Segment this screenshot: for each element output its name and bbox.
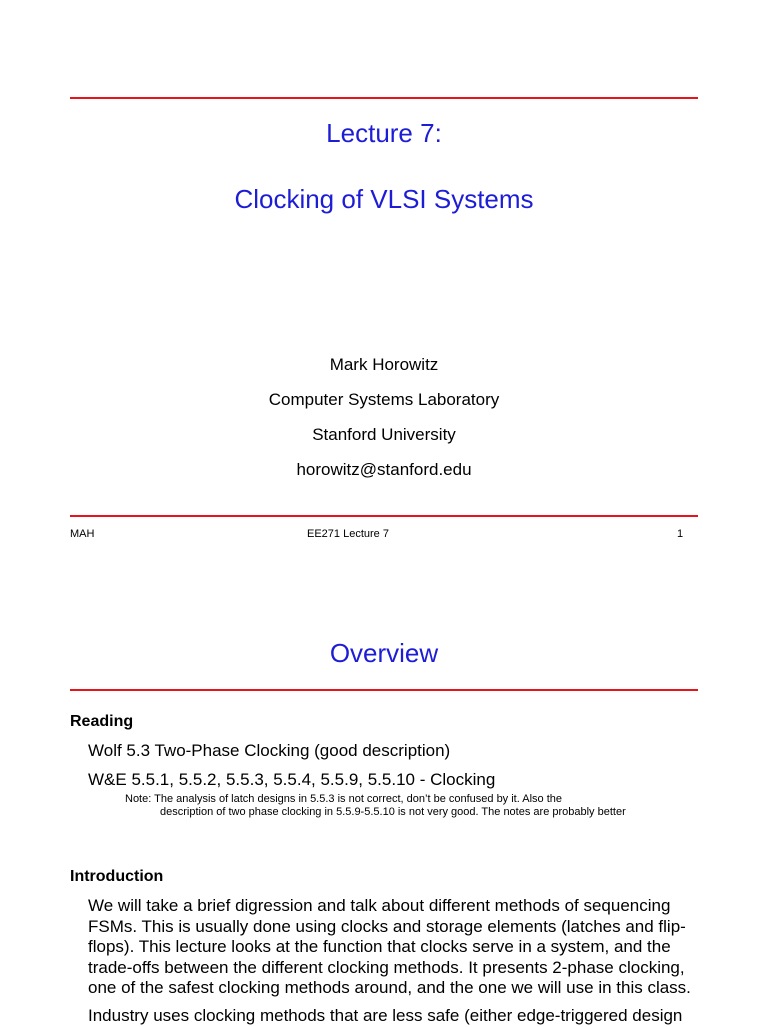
introduction-heading: Introduction (70, 868, 164, 885)
overview-rule (70, 689, 698, 691)
footer-rule (70, 515, 698, 517)
university-name: Stanford University (312, 425, 456, 444)
overview-title: Overview (329, 638, 439, 668)
top-rule (70, 97, 698, 99)
footer-course: EE271 Lecture 7 (307, 528, 389, 540)
reading-note-line2: description of two phase clocking in 5.5.9-5.5.10 is not very good. The notes are probably better (160, 806, 626, 818)
introduction-paragraph-2: Industry uses clocking methods that are less safe (either edge-triggered design (88, 1006, 683, 1025)
author-email: horowitz@stanford.edu (296, 460, 472, 479)
lab-name: Computer Systems Laboratory (268, 390, 500, 409)
reading-item: Wolf 5.3 Two-Phase Clocking (good description) (88, 741, 451, 760)
footer-page-number: 1 (677, 528, 684, 540)
reading-heading: Reading (70, 713, 134, 730)
author-name: Mark Horowitz (329, 355, 439, 374)
footer-initials: MAH (70, 528, 95, 540)
reading-note-line1: Note: The analysis of latch designs in 5.5.3 is not correct, don’t be confused by it. Also the (125, 793, 562, 805)
lecture-topic-title: Clocking of VLSI Systems (234, 184, 534, 214)
lecture-number-title: Lecture 7: (326, 118, 442, 148)
introduction-paragraph: We will take a brief digression and talk about different methods of sequencing FSMs. This is usually done using clocks and storage elements (latches and flip-flops). This lecture looks at the function that clocks serve in a system, and the trade-offs between the different clocking methods. It presents 2-phase clocking, one of the safest clocking methods around, and the one we will use in this class. (88, 896, 691, 997)
reading-item: W&E 5.5.1, 5.5.2, 5.5.3, 5.5.4, 5.5.9, 5.5.10 - Clocking (88, 770, 496, 789)
